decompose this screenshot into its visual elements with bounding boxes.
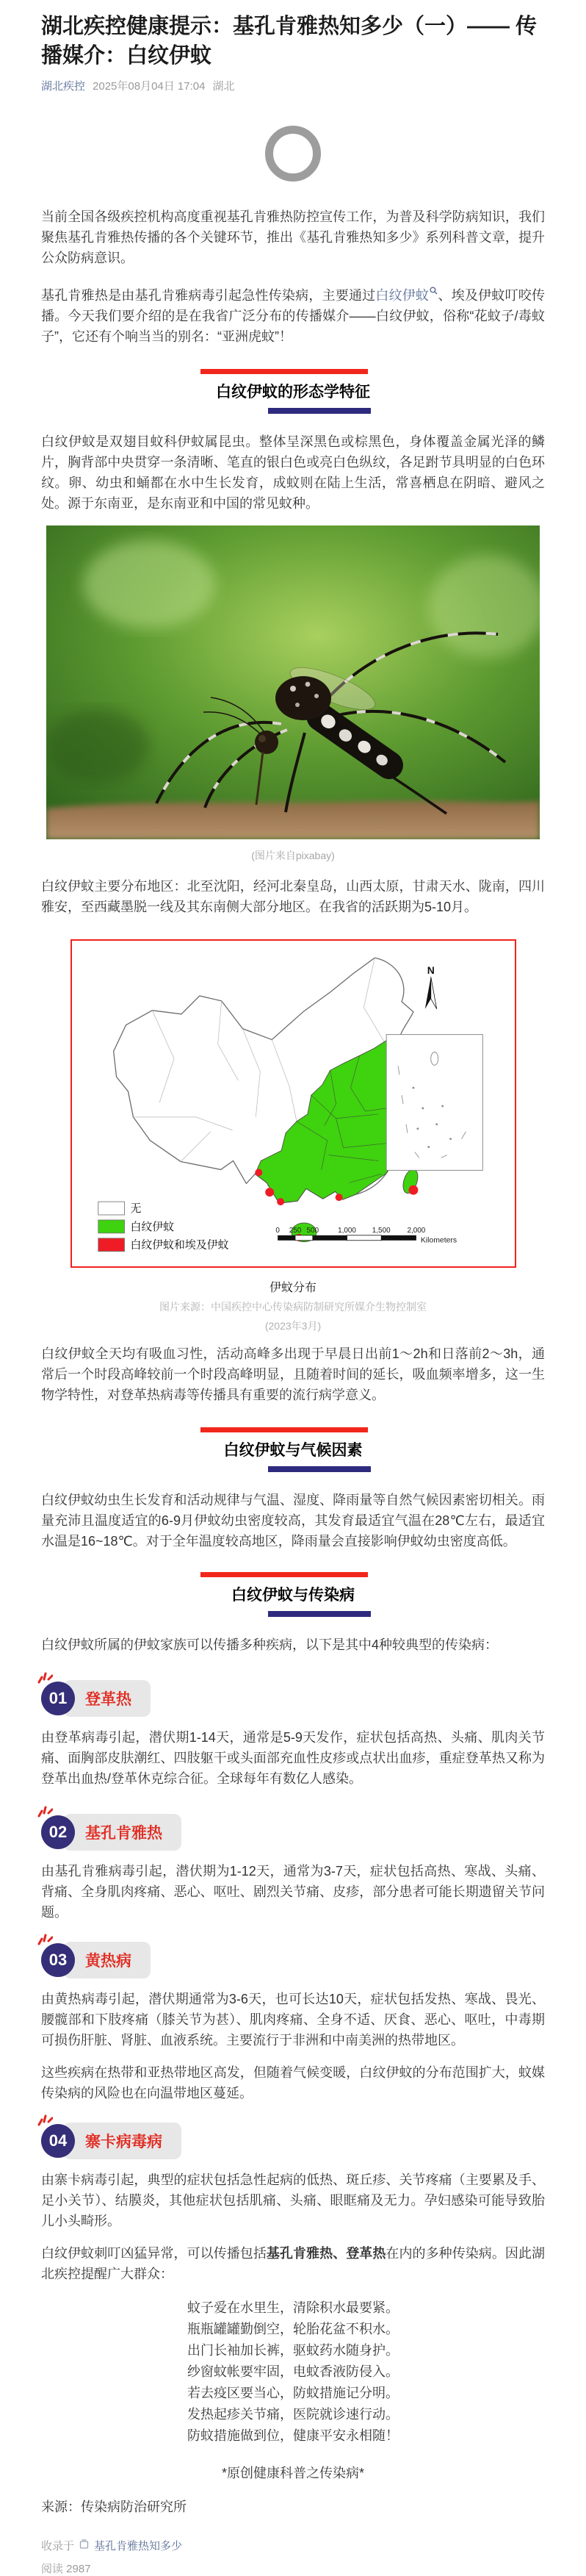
- disease-name: 基孔肯雅热: [63, 1814, 181, 1851]
- distribution-map[interactable]: [70, 939, 516, 1268]
- disease-description: 由寨卡病毒引起，典型的症状包括急性起病的低热、斑丘疹、关节疼痛（主要累及手、足小关节）、结膜炎，其他症状包括肌痛、头痛、眼眶痛及无力。孕妇感染可能导致胎儿小头畸形。: [41, 2173, 545, 2228]
- byline: [41, 78, 545, 93]
- disease-name: 黄热病: [63, 1942, 151, 1978]
- paragraph: 这些疾病在热带和亚热带地区高发，但随着气候变暖，白纹伊蚊的分布范围扩大，蚊媒传染病的风险也在向温带地区蔓延。: [41, 2065, 545, 2100]
- paragraph-text: 、埃及伊蚊叮咬传播。今天我们要介绍的是在我省广泛分布的传播媒介——白纹伊蚊，俗称“花蚊子/毒蚊子”，它还有个响当当的别名：“亚洲虎蚊”！: [41, 288, 546, 344]
- svg-text:2,000: 2,000: [406, 1226, 425, 1235]
- collection-prefix: 收录于: [41, 2540, 75, 2552]
- page-title: 湖北疾控健康提示：基孔肯雅热知多少（一）—— 传播媒介：白纹伊蚊: [41, 15, 538, 68]
- paragraph: [41, 280, 545, 347]
- section-header-climate: [41, 1427, 545, 1472]
- paragraph: 白纹伊蚊主要分布地区：北至沈阳，经河北秦皇岛，山西太原，甘肃天水、陇南，四川雅安，至西藏墨脱一线及其东南侧大部分地区。在我省的活跃期为5-10月。: [41, 879, 545, 914]
- rhyme-line: 瓶瓶罐罐勤倒空，轮胎花盆不积水。: [187, 2322, 399, 2336]
- search-icon[interactable]: [430, 280, 438, 301]
- audio-loading-spinner-icon: [265, 126, 321, 182]
- svg-text:250: 250: [289, 1226, 301, 1235]
- rhyme-line: 蚊子爱在水里生，清除积水最要紧。: [187, 2300, 399, 2315]
- svg-text:1,000: 1,000: [337, 1226, 356, 1235]
- north-label: N: [427, 964, 435, 977]
- sea-inset: [386, 1035, 482, 1171]
- red-bar-decoration: [200, 369, 368, 374]
- read-count: 阅读 2987: [41, 2563, 91, 2575]
- disease-number: 04: [41, 2124, 75, 2158]
- paragraph-text: 白纹伊蚊刺叮凶猛异常，可以传播包括: [41, 2246, 267, 2261]
- disease-description: 由黄热病毒引起，潜伏期通常为3-6天，也可长达10天，症状包括发热、寒战、畏光、腰髋部和下肢疼痛（膝关节为甚）、肌肉疼痛、全身不适、厌食、恶心、呕吐，中毒期可损伤肝脏、肾脏、血液系统。主要流行于非洲和中南美洲的热带地区。: [41, 1992, 545, 2048]
- article-source: 来源：传染病防治研究所: [41, 2500, 187, 2514]
- legend-both: 白纹伊蚊和埃及伊蚊: [129, 1239, 229, 1252]
- disease-badge-chikungunya: [41, 1814, 181, 1851]
- section-header-diseases: [41, 1572, 545, 1617]
- paragraph-text: 基孔肯雅热是由基孔肯雅病毒引起急性传染病，主要通过: [41, 288, 376, 303]
- rhyme-line: 纱窗蚊帐要牢固，电蚊香液防侵入。: [187, 2364, 399, 2379]
- disease-number: 02: [41, 1815, 75, 1849]
- section-header-morphology: [41, 369, 545, 414]
- map-source: 图片来源：中国疾控中心传染病防制研究所媒介生物控制室: [159, 1301, 427, 1313]
- map-date: (2023年3月): [264, 1320, 322, 1332]
- album-icon: [79, 2539, 90, 2552]
- disease-description: 由基孔肯雅病毒引起，潜伏期为1-12天，通常为3-7天，症状包括高热、寒战、头痛、背痛、全身肌肉疼痛、恶心、呕吐、剧烈关节痛、皮疹，部分患者可能长期遗留关节问题。: [41, 1864, 545, 1920]
- navy-bar-decoration: [268, 1466, 371, 1472]
- navy-bar-decoration: [268, 408, 371, 414]
- origin-note: *原创健康科普之传染病*: [221, 2466, 364, 2480]
- paragraph-text: 在内的多种传染病。因此湖北疾控提醒广大群众：: [41, 2246, 546, 2281]
- disease-number: 03: [41, 1943, 75, 1977]
- legend-none: 无: [129, 1203, 141, 1216]
- scale-unit: Kilometers: [420, 1236, 457, 1245]
- paragraph: 白纹伊蚊全天均有吸血习性，活动高峰多出现于早晨日出前1～2h和日落前2～3h，通常后一个时段高峰较前一个时段高峰明显，且随着时间的延长，吸血频率增多，这一生物学特性，对登革热病毒等传播具有重要的流行病学意义。: [41, 1346, 545, 1402]
- paragraph: 白纹伊蚊是双翅目蚊科伊蚊属昆虫。整体呈深黑色或棕黑色，身体覆盖金属光泽的鳞片，胸背部中央贯穿一条清晰、笔直的银白色或亮白色纵纹，各足跗节具明显的白色环纹。卵、幼虫和蛹都在水中生长发育，成蚊则在陆上生活，常喜栖息在阴暗、避风之处。源于东南亚，是东南亚和中国的常见蚊种。: [41, 434, 545, 511]
- publish-region: 湖北: [212, 80, 235, 93]
- mosquito-photo[interactable]: [46, 525, 540, 839]
- article: [0, 12, 586, 2576]
- prevention-rhyme: [41, 2297, 545, 2447]
- red-bar-decoration: [200, 1572, 368, 1577]
- svg-text:0: 0: [275, 1226, 280, 1235]
- collection-link[interactable]: 基孔肯雅热知多少: [94, 2540, 183, 2552]
- photo-caption: (图片来自pixabay): [251, 850, 335, 861]
- paragraph: 白纹伊蚊幼虫生长发育和活动规律与气温、湿度、降雨量等自然气候因素密切相关。雨量充沛且温度适宜的6-9月伊蚊幼虫密度较高，其发育最适宜气温在28℃左右，最适宜水温是16~18℃。对于全年温度较高地区，降雨量会直接影响伊蚊幼虫密度高低。: [41, 1493, 545, 1549]
- paragraph: [41, 2243, 545, 2284]
- aedes-albopictus-link[interactable]: 白纹伊蚊: [375, 288, 430, 303]
- section-title: 白纹伊蚊与气候因素: [223, 1442, 363, 1459]
- rhyme-line: 若去疫区要当心，防蚊措施记分明。: [187, 2386, 399, 2400]
- rhyme-line: 发热起疹关节痛，医院就诊速行动。: [187, 2407, 399, 2422]
- section-title: 白纹伊蚊的形态学特征: [216, 384, 370, 401]
- collection-row: [41, 2538, 545, 2553]
- map-caption: 伊蚊分布: [269, 1282, 316, 1294]
- account-link[interactable]: 湖北疾控: [41, 80, 86, 93]
- disease-name: 寨卡病毒病: [63, 2123, 181, 2159]
- rhyme-line: 出门长袖加长裤，驱蚊药水随身护。: [187, 2343, 399, 2358]
- paragraph: 当前全国各级疾控机构高度重视基孔肯雅热防控宣传工作，为普及科学防病知识，我们聚焦基孔肯雅热传播的各个关键环节，推出《基孔肯雅热知多少》系列科普文章，提升公众防病意识。: [41, 209, 545, 265]
- svg-text:1,500: 1,500: [372, 1226, 391, 1235]
- rhyme-line: 防蚊措施做到位，健康平安永相随！: [187, 2428, 399, 2443]
- publish-datetime: 2025年08月04日 17:04: [93, 80, 206, 93]
- disease-number: 01: [41, 1682, 75, 1715]
- svg-text:500: 500: [306, 1226, 319, 1235]
- section-title: 白纹伊蚊与传染病: [231, 1587, 355, 1604]
- disease-description: 由登革病毒引起，潜伏期1-14天，通常是5-9天发作，症状包括高热、头痛、肌肉关节痛、面胸部皮肤潮红、四肢躯干或头面部充血性皮疹或点状出血疹，重症登革热又称为登革出血热/登革休克综合征。全球每年有数亿人感染。: [41, 1730, 545, 1786]
- disease-badge-zika: [41, 2123, 181, 2159]
- disease-badge-dengue: [41, 1680, 151, 1717]
- navy-bar-decoration: [268, 1611, 371, 1617]
- legend-albopictus: 白纹伊蚊: [129, 1221, 174, 1233]
- highlighted-diseases: 基孔肯雅热、登革热: [266, 2246, 386, 2261]
- disease-name: 登革热: [63, 1680, 151, 1717]
- disease-badge-yellow-fever: [41, 1942, 151, 1978]
- paragraph: 白纹伊蚊所属的伊蚊家族可以传播多种疾病，以下是其中4种较典型的传染病：: [41, 1637, 499, 1652]
- red-bar-decoration: [200, 1427, 368, 1432]
